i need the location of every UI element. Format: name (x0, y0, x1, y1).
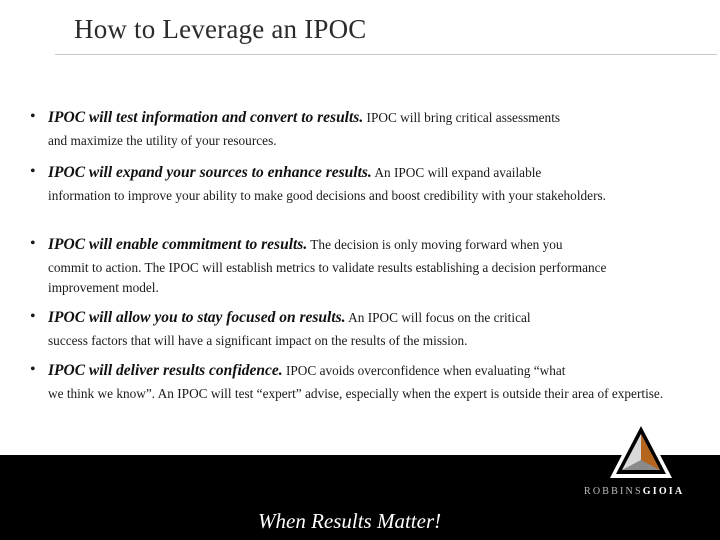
bullet-dot-icon: • (30, 235, 36, 252)
bullet-continuation: success factors that will have a significant impact on the results of the mission. (48, 333, 468, 348)
bullet-text: IPOC will bring critical assessments (363, 110, 561, 125)
bullet-lead: IPOC will deliver results confidence. (48, 362, 283, 379)
bullet-dot-icon: • (30, 361, 36, 378)
bullet-dot-icon: • (30, 108, 36, 125)
bullet-text: IPOC avoids overconfidence when evaluating “what (282, 363, 566, 378)
footer-tagline: When Results Matter! (258, 509, 442, 533)
company-logo-text (584, 486, 684, 497)
bullet-dot-icon: • (30, 163, 36, 180)
bullet-item (28, 308, 531, 351)
bullet-text: An IPOC will focus on the critical (345, 310, 531, 325)
bullet-text: The decision is only moving forward when you (307, 237, 563, 252)
bullet-lead: IPOC will expand your sources to enhance results. (48, 164, 372, 181)
bullet-lead: IPOC will test information and convert to results. (48, 109, 364, 126)
bullet-continuation: and maximize the utility of your resources. (48, 133, 277, 148)
bullet-text: An IPOC will expand available (371, 165, 542, 180)
triangle-logo-icon (608, 416, 674, 480)
bullet-continuation: we think we know”. An IPOC will test “expert” advise, especially when the expert is outside their area of expertise. (48, 386, 664, 401)
logo-word-robbins: ROBBINS (584, 486, 643, 497)
bullet-item (28, 163, 606, 206)
bullet-lead: IPOC will allow you to stay focused on results. (48, 309, 346, 326)
bullet-item (28, 235, 678, 298)
title-divider (55, 54, 717, 55)
bullet-item (28, 108, 560, 151)
bullet-continuation: information to improve your ability to make good decisions and boost credibility with your stakeholders. (48, 188, 607, 203)
logo-word-gioia: GIOIA (642, 486, 685, 497)
bullet-item (28, 361, 663, 404)
bullet-continuation: commit to action. The IPOC will establish metrics to validate results establishing a decision performance improvement model. (48, 260, 607, 295)
bullet-dot-icon: • (30, 308, 36, 325)
bullet-lead: IPOC will enable commitment to results. (48, 236, 308, 253)
slide-title: How to Leverage an IPOC (74, 14, 367, 44)
